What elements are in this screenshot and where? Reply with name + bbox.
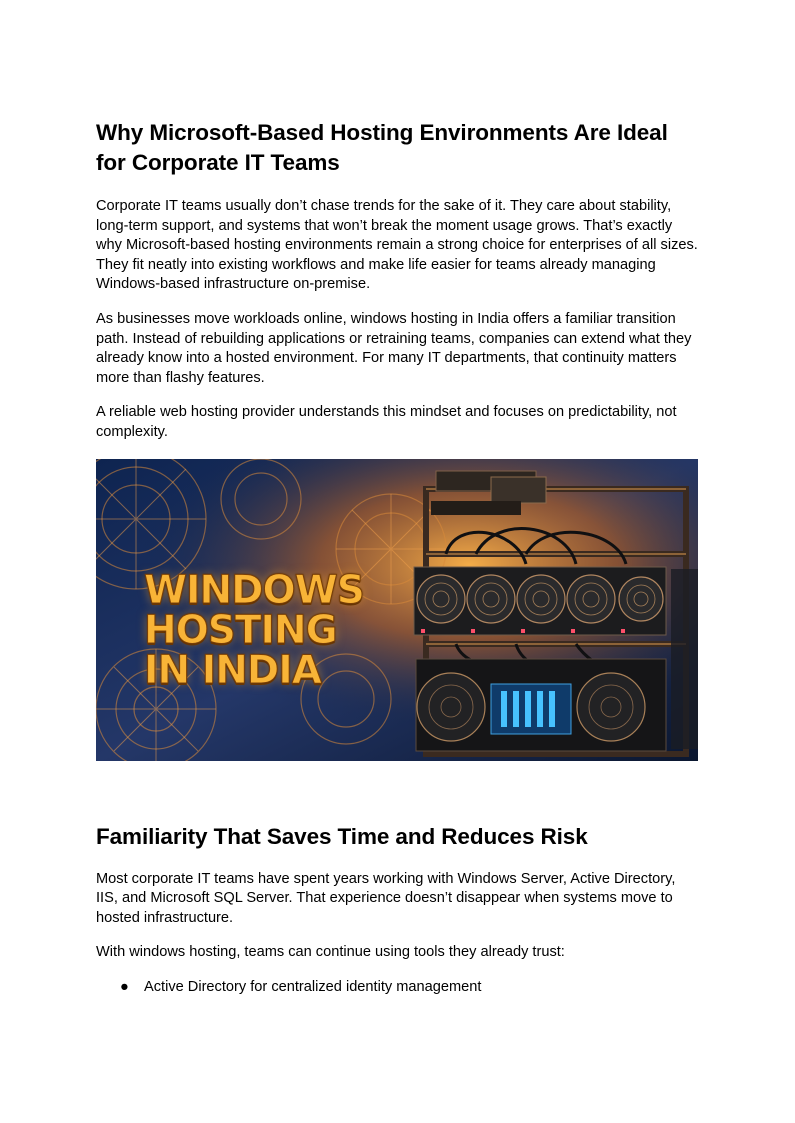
list-item-text: Active Directory for centralized identity management <box>144 978 482 995</box>
bullet-list <box>96 978 701 998</box>
bullet-marker: ● <box>120 978 129 995</box>
document-page <box>96 118 701 998</box>
intro-paragraph-3: A reliable web hosting provider understands this mindset and focuses on predictability, not complexity. <box>96 404 677 440</box>
section-paragraph-2: With windows hosting, teams can continue using tools they already trust: <box>96 944 565 961</box>
list-item <box>96 978 701 998</box>
hero-image <box>96 459 698 761</box>
section-paragraph-1: Most corporate IT teams have spent years working with Windows Server, Active Directory, IIS, and Microsoft SQL Server. That experience doesn’t disappear when systems move to hosted infrastructure. <box>96 870 676 926</box>
section-heading: Familiarity That Saves Time and Reduces Risk <box>96 823 588 849</box>
hero-title-text <box>144 567 444 693</box>
article-title: Why Microsoft-Based Hosting Environments Are Ideal for Corporate IT Teams <box>96 120 668 175</box>
hero-title-line-2: HOSTING <box>144 607 337 653</box>
intro-paragraph-1: Corporate IT teams usually don’t chase trends for the sake of it. They care about stability, long-term support, and systems that won’t break the moment usage grows. That’s exactly why Microsoft-based hosting environments remain a strong choice for enterprises of all sizes. They fit neatly into existing workflows and make life easier for teams already managing Windows-based infrastructure on-premise. <box>96 198 698 293</box>
hero-title-line-1: WINDOWS <box>144 567 364 613</box>
intro-paragraph-2: As businesses move workloads online, windows hosting in India offers a familiar transition path. Instead of rebuilding applications or retraining teams, companies can extend what they already know into a hosted environment. For many IT departments, that continuity matters more than flashy features. <box>96 310 692 386</box>
hero-title-line-3: IN INDIA <box>144 647 321 693</box>
